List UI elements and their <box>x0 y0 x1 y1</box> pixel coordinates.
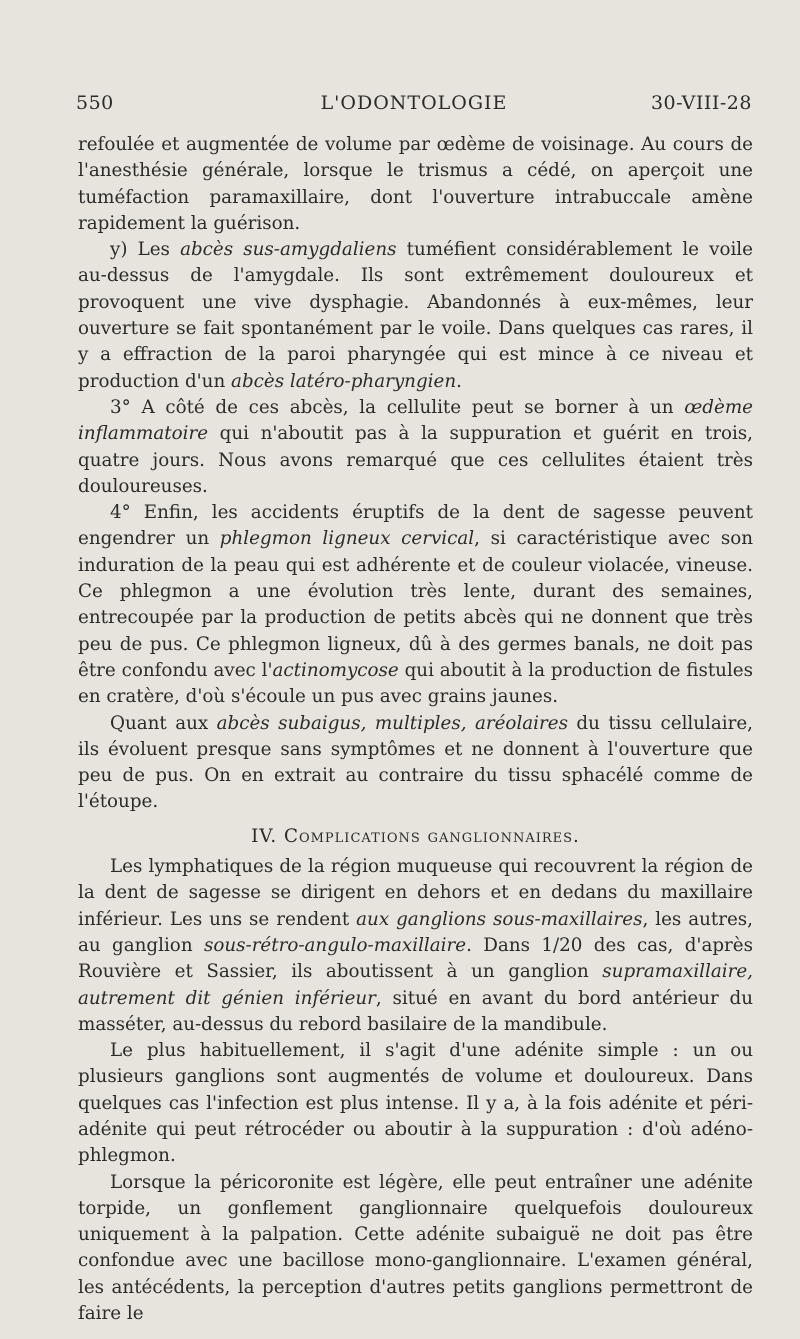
paragraph-abces-subaigus: Quant aux abcès subaigus, multiples, aréolaires du tissu cellulaire, ils évoluent presque sans symptômes et ne donnent à l'ouverture que peu de pus. On en extrait au contraire du tissu sphacélé comme de l'étoupe. <box>78 712 753 813</box>
running-header <box>76 92 752 118</box>
paragraph-abces-sus-amygdaliens: y) Les abcès sus-amygdaliens tuméfient considérablement le voile au-dessus de l'amygdale. Ils sont extrêmement douloureux et provoquent une vive dysphagie. Abandonnés à eux-mêmes, leur ouverture se fait spontanément par le voile. Dans quelques cas rares, il y a effraction de la paroi pharyngée qui est mince à ce niveau et production d'un abcès latéro-pharyngien. <box>78 239 753 392</box>
paragraph-adenite-simple: Le plus habituellement, il s'agit d'une adénite simple : un ou plusieurs ganglions sont augmentés de volume et douloureux. Dans quelques cas l'infection est plus intense. Il y a, à la fois adénite et péri-adénite qui peut rétrocéder ou aboutir à la suppuration : d'où adéno-phlegmon. <box>78 1040 753 1167</box>
paragraph-cellulitis-continued: refoulée et augmentée de volume par œdème de voisinage. Au cours de l'anesthésie générale, lorsque le trismus a cédé, on aperçoit une tuméfaction paramaxillaire, dont l'ouverture intrabuccale amène rapidement la guérison. <box>78 134 753 234</box>
paragraph-oedeme-inflammatoire: 3° A côté de ces abcès, la cellulite peut se borner à un œdème inflammatoire qui n'aboutit pas à la suppuration et guérit en trois, quatre jours. Nous avons remarqué que ces cellulites étaient très douloureuses. <box>78 396 753 497</box>
section-heading: IV. Complications ganglionnaires. <box>251 825 580 847</box>
issue-date: 30-VIII-28 <box>650 92 752 114</box>
page-number: 550 <box>76 92 114 114</box>
paragraph-pericoronite: Lorsque la péricoronite est légère, elle peut entraîner une adénite torpide, un gonflement ganglionnaire quelquefois douloureux uniquement à la palpation. Cette adénite subaiguë ne doit pas être confondue avec une bacillose mono-ganglionnaire. L'examen général, les antécédents, la perception d'autres petits ganglions permettront de faire le <box>78 1171 753 1325</box>
journal-title: L'ODONTOLOGIE <box>320 92 508 114</box>
paragraph-phlegmon-ligneux: 4° Enfin, les accidents éruptifs de la dent de sagesse peuvent engendrer un phlegmon ligneux cervical, si caractéristique avec son induration de la peau qui est adhérente et de couleur violacée, vineuse. Ce phlegmon a une évolution très lente, durant des semaines, entrecoupée par la production de petits abcès qui ne donnent que très peu de pus. Ce phlegmon ligneux, dû à des germes banals, ne doit pas être confondu avec l'actinomycose qui aboutit à la production de fistules en cratère, d'où s'écoule un pus avec grains jaunes. <box>78 502 754 708</box>
body-text <box>78 132 753 1327</box>
paragraph-lymphatiques: Les lymphatiques de la région muqueuse qui recouvrent la région de la dent de sagesse se dirigent en dehors et en dedans du maxillaire inférieur. Les uns se rendent aux ganglions sous-maxillaires, les autres, au ganglion sous-rétro-angulo-maxillaire. Dans 1/20 des cas, d'après Rouvière et Sassier, ils aboutissent à un ganglion supramaxillaire, autrement dit génien inférieur, situé en avant du bord antérieur du masséter, au-dessus du rebord basilaire de la mandibule. <box>78 856 753 1035</box>
